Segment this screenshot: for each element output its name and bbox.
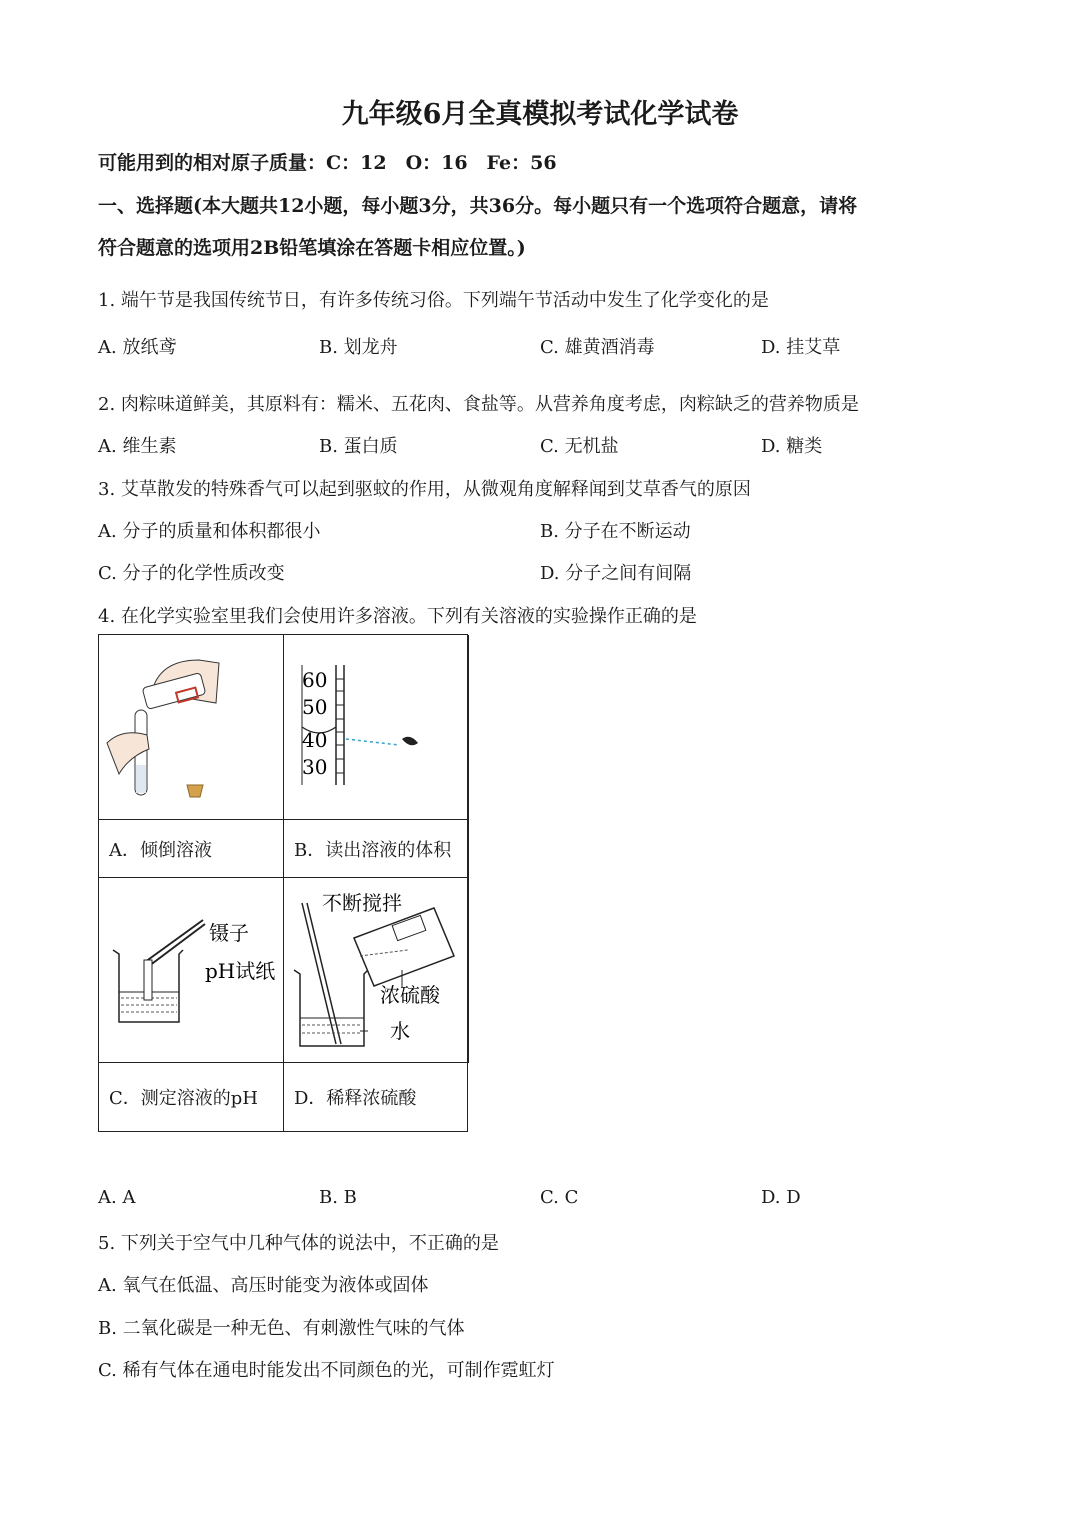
cylinder-tick-40: 40 xyxy=(302,728,328,752)
q5-option-c: C. 稀有气体在通电时能发出不同颜色的光，可制作霓虹灯 xyxy=(98,1360,555,1381)
q4-option-b: B. B xyxy=(319,1187,357,1208)
question-3: 3. 艾草散发的特殊香气可以起到驱蚊的作用，从微观角度解释闻到艾草香气的原因 xyxy=(98,479,751,500)
q5-option-b: B. 二氧化碳是一种无色、有刺激性气味的气体 xyxy=(98,1318,465,1339)
q3-option-b: B. 分子在不断运动 xyxy=(540,521,691,542)
q4-option-a: A. A xyxy=(98,1187,136,1208)
q2-option-c: C. 无机盐 xyxy=(540,436,619,457)
q5-option-a: A. 氧气在低温、高压时能变为液体或固体 xyxy=(98,1275,429,1296)
cylinder-tick-50: 50 xyxy=(302,695,328,719)
caption-a: A．倾倒溶液 xyxy=(99,820,284,878)
question-5: 5. 下列关于空气中几种气体的说法中，不正确的是 xyxy=(98,1233,499,1254)
q4-option-c: C. C xyxy=(540,1187,579,1208)
section-instructions-line2: 符合题意的选项用2B铅笔填涂在答题卡相应位置。) xyxy=(98,237,526,259)
question-1: 1. 端午节是我国传统节日，有许多传统习俗。下列端午节活动中发生了化学变化的是 xyxy=(98,290,769,311)
figure-c-ph xyxy=(99,878,284,1063)
q2-option-b: B. 蛋白质 xyxy=(319,436,398,457)
q3-option-a: A. 分子的质量和体积都很小 xyxy=(98,521,321,542)
label-tweezers: 镊子 xyxy=(209,921,249,945)
question-2: 2. 肉粽味道鲜美，其原料有：糯米、五花肉、食盐等。从营养角度考虑，肉粽缺乏的营养物质是 xyxy=(98,394,859,415)
caption-b: B．读出溶液的体积 xyxy=(284,820,469,878)
experiment-figure-grid xyxy=(98,634,468,1132)
q1-option-c: C. 雄黄酒消毒 xyxy=(540,337,655,358)
label-ph-paper: pH试纸 xyxy=(205,959,276,983)
caption-c: C．测定溶液的pH xyxy=(99,1063,284,1131)
q1-option-b: B. 划龙舟 xyxy=(319,337,398,358)
figure-b-reading xyxy=(284,635,469,820)
label-stir: 不断搅拌 xyxy=(322,891,402,915)
q4-option-d: D. D xyxy=(761,1187,801,1208)
q1-option-d: D. 挂艾草 xyxy=(761,337,841,358)
q3-option-d: D. 分子之间有间隔 xyxy=(540,563,692,584)
pouring-illustration xyxy=(99,635,282,818)
cylinder-tick-60: 60 xyxy=(302,668,328,692)
label-acid: 浓硫酸 xyxy=(380,983,440,1007)
q2-option-a: A. 维生素 xyxy=(98,436,177,457)
section-instructions-line1: 一、选择题(本大题共12小题，每小题3分，共36分。每小题只有一个选项符合题意，请将 xyxy=(98,195,858,217)
cylinder-tick-30: 30 xyxy=(302,755,328,779)
atomic-masses: 可能用到的相对原子质量：C：12 O：16 Fe：56 xyxy=(98,152,557,174)
label-water: 水 xyxy=(390,1019,410,1043)
figure-d-dilution xyxy=(284,878,469,1063)
question-4: 4. 在化学实验室里我们会使用许多溶液。下列有关溶液的实验操作正确的是 xyxy=(98,606,697,627)
q2-option-d: D. 糖类 xyxy=(761,436,823,457)
q1-option-a: A. 放纸鸢 xyxy=(98,337,177,358)
caption-d: D．稀释浓硫酸 xyxy=(294,1088,417,1109)
q3-option-c: C. 分子的化学性质改变 xyxy=(98,563,285,584)
exam-title: 九年级6月全真模拟考试化学试卷 xyxy=(341,99,739,130)
figure-a-pouring xyxy=(99,635,284,820)
